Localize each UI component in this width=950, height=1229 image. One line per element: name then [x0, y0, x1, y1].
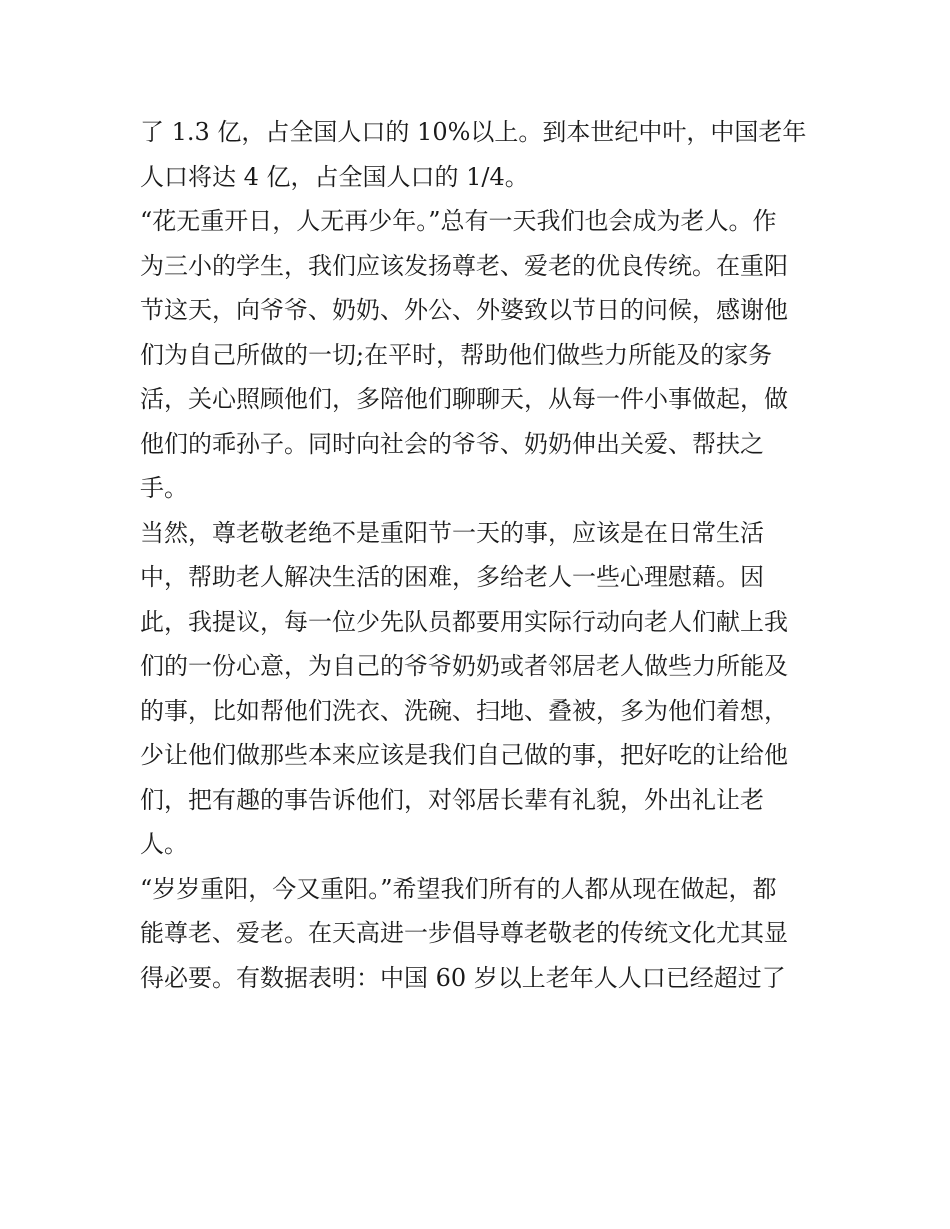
- text-line: 人口将达 4 亿，占全国人口的 1/4。: [140, 162, 529, 191]
- text-line: 能尊老、爱老。在天高进一步倡导尊老敬老的传统文化尤其显: [140, 919, 788, 947]
- text-line: 中，帮助老人解决生活的困难，多给老人一些心理慰藉。因: [140, 563, 764, 591]
- text-line: 当然，尊老敬老绝不是重阳节一天的事，应该是在日常生活: [140, 518, 764, 547]
- text-line: 节这天，向爷爷、奶奶、外公、外婆致以节日的问候，感谢他: [140, 296, 788, 324]
- text-line: 们为自己所做的一切;在平时，帮助他们做些力所能及的家务: [140, 340, 773, 369]
- text-line: 手。: [140, 474, 188, 502]
- text-line: 他们的乖孙子。同时向社会的爷爷、奶奶伸出关爱、帮扶之: [140, 429, 764, 458]
- text-line: 为三小的学生，我们应该发扬尊老、爱老的优良传统。在重阳: [140, 251, 788, 280]
- text-line: 此，我提议，每一位少先队员都要用实际行动向老人们献上我: [140, 607, 788, 636]
- text-line: 了 1.3 亿，占全国人口的 10%以上。到本世纪中叶，中国老年: [140, 118, 807, 146]
- text-line: 们的一份心意，为自己的爷爷奶奶或者邻居老人做些力所能及: [140, 652, 788, 680]
- text-line: “花无重开日，人无再少年。”总有一天我们也会成为老人。作: [140, 207, 777, 235]
- text-line: 得必要。有数据表明：中国 60 岁以上老年人人口已经超过了: [140, 963, 786, 992]
- text-line: 的事，比如帮他们洗衣、洗碗、扫地、叠被，多为他们着想，: [140, 696, 788, 725]
- document-body: [140, 110, 820, 1000]
- text-line: 人。: [140, 830, 188, 858]
- text-line: 活，关心照顾他们，多陪他们聊聊天，从每一件小事做起，做: [140, 385, 788, 413]
- text-line: 少让他们做那些本来应该是我们自己做的事，把好吃的让给他: [140, 741, 788, 769]
- text-line: 们，把有趣的事告诉他们，对邻居长辈有礼貌，外出礼让老: [140, 785, 764, 814]
- text-line: “岁岁重阳，今又重阳。”希望我们所有的人都从现在做起，都: [140, 874, 777, 903]
